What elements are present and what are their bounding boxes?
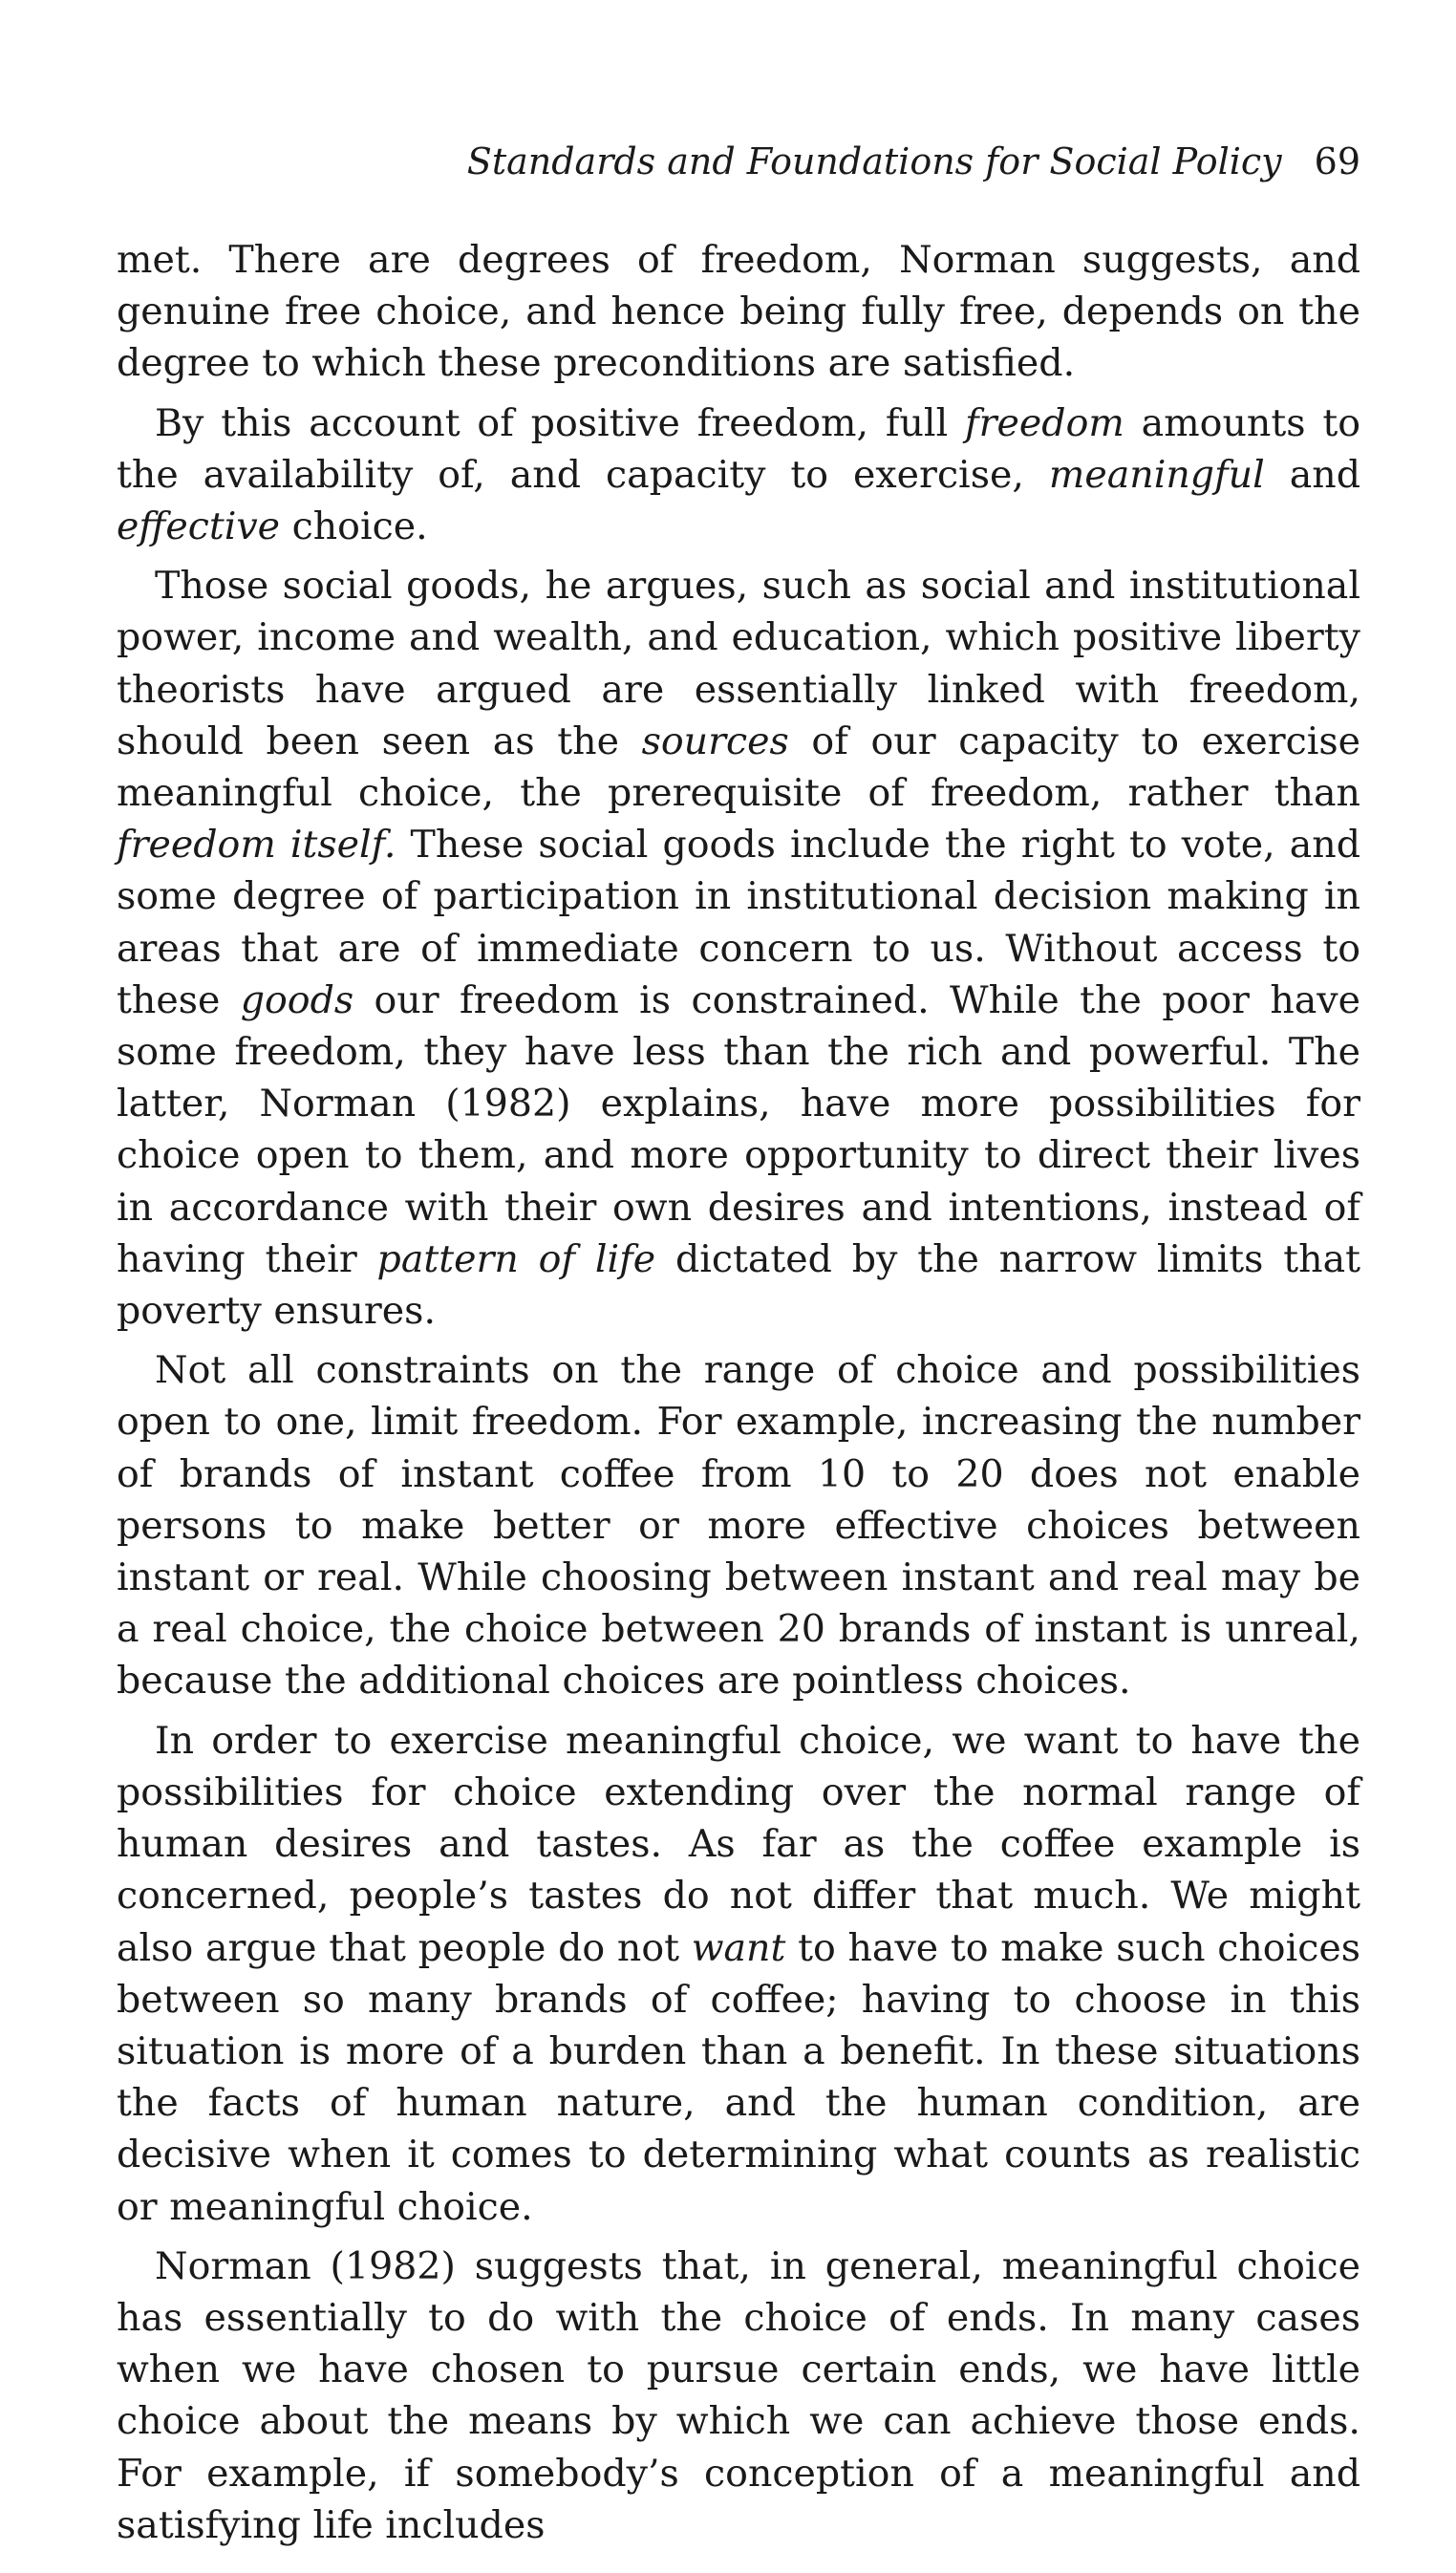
text-run: choice. bbox=[280, 504, 428, 549]
paragraph-2 bbox=[117, 397, 1360, 553]
text-run: to have to make such choices between so many brands of coffee; having to choose in this situation is more of a burden than a benefit. In these situations the facts of human nature, and the human condition, are decisive when it comes to determining what counts as realistic or meaningful choice. bbox=[117, 1925, 1360, 2229]
running-title: Standards and Foundations for Social Policy bbox=[466, 140, 1282, 182]
paragraph-6 bbox=[117, 2241, 1360, 2551]
paragraph-5 bbox=[117, 1715, 1360, 2233]
text-run: and bbox=[1264, 452, 1360, 497]
italic-run: meaningful bbox=[1048, 452, 1265, 497]
text-run: of our capacity to exercise meaningful choice, the prerequisite of freedom, rather than bbox=[117, 718, 1360, 816]
paragraph-text: met. There are degrees of freedom, Norman suggests, and genuine free choice, and hence being fully free, depends on the degree to which these preconditions are satisfied. bbox=[117, 238, 1360, 386]
paragraph-3 bbox=[117, 560, 1360, 1337]
italic-run: freedom bbox=[965, 400, 1124, 445]
text-run: By this account of positive freedom, full bbox=[155, 400, 966, 445]
text-run: Those social goods, he argues, such as social and institutional power, income and wealth, and education, which positive liberty theorists have argued are essentially linked with freedom, should been seen as the bbox=[117, 564, 1360, 763]
italic-run: sources bbox=[641, 718, 789, 763]
italic-run: effective bbox=[117, 504, 281, 549]
paragraph-text: Not all constraints on the range of choice and possibilities open to one, limit freedom. For example, increasing the number of brands of instant coffee from 10 to 20 does not enable persons to make better or more effective choices between instant or real. While choosing between instant and real may be a real choice, the choice between 20 brands of instant is unreal, because the additional choices are pointless choices. bbox=[117, 1348, 1360, 1704]
paragraph-text: Norman (1982) suggests that, in general, meaningful choice has essentially to do with the choice of ends. In many cases when we have chosen to pursue certain ends, we have little choice about the means by which we can achieve those ends. For example, if somebody’s conception of a meaningful and satisfying life includes bbox=[117, 2243, 1360, 2547]
paragraph-1 bbox=[117, 234, 1360, 390]
italic-run: goods bbox=[240, 977, 354, 1022]
body-text bbox=[117, 234, 1360, 2559]
text-run: our freedom is constrained. While the poor have some freedom, they have less than the rich and powerful. The latter, Norman (1982) explains, have more possibilities for choice open to them, and more opportunity to direct their lives in accordance with their own desires and intentions, instead of having their bbox=[117, 977, 1360, 1281]
text-run: amounts to the availability of, and capacity to exercise, bbox=[117, 400, 1360, 497]
text-run: In order to exercise meaningful choice, we want to have the possibilities for choice extending over the normal range of human desires and tastes. As far as the coffee example is concerned, people’s tastes do not differ that much. We might also argue that people do not bbox=[117, 1718, 1360, 1970]
italic-run: pattern of life bbox=[376, 1236, 656, 1281]
text-run: dictated by the narrow limits that poverty ensures. bbox=[117, 1236, 1360, 1334]
running-head bbox=[117, 140, 1360, 182]
italic-run: freedom itself. bbox=[117, 823, 396, 868]
italic-run: want bbox=[691, 1925, 786, 1970]
page-number: 69 bbox=[1314, 140, 1360, 182]
text-run: These social goods include the right to vote, and some degree of participation in institutional decision making in areas that are of immediate concern to us. Without access to these bbox=[117, 823, 1360, 1022]
paragraph-4 bbox=[117, 1344, 1360, 1706]
